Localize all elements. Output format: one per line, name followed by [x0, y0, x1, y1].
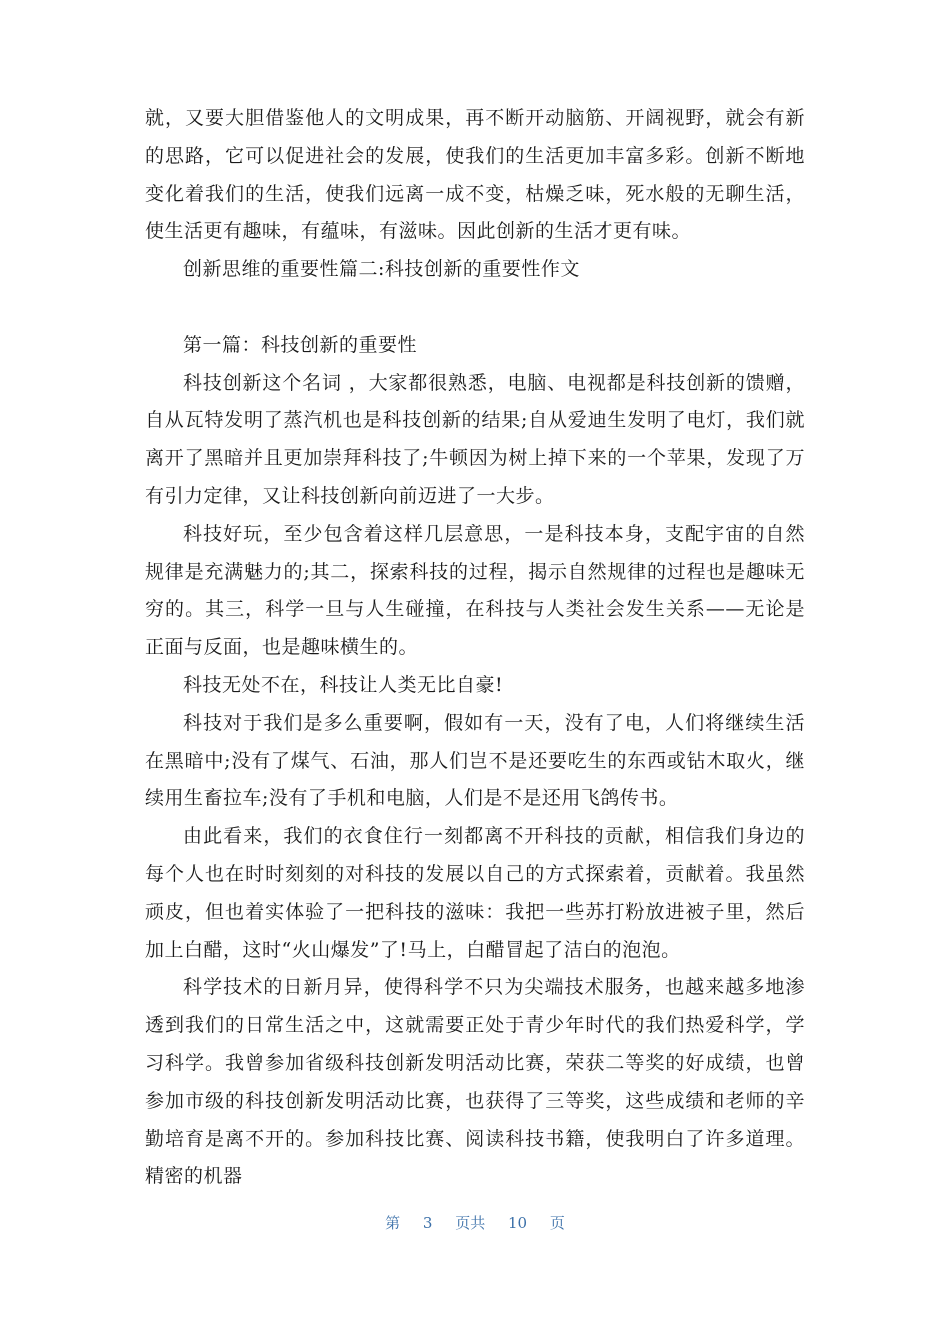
paragraph: 由此看来，我们的衣食住行一刻都离不开科技的贡献，相信我们身边的每个人也在时时刻刻的对科技的发展以自己的方式探索着，贡献着。我虽然顽皮，但也着实体验了一把科技的滋味：我把一些苏打粉放进被子里，然后加上白醋，这时“火山爆发”了!马上，白醋冒起了洁白的泡泡。 [145, 825, 805, 961]
subsection-heading: 第一篇：科技创新的重要性 [183, 333, 418, 356]
footer-total-pages: 10 [508, 1214, 528, 1232]
paragraph-continuation: 就，又要大胆借鉴他人的文明成果，再不断开动脑筋、开阔视野，就会有新的思路，它可以促进社会的发展，使我们的生活更加丰富多彩。创新不断地变化着我们的生活，使我们远离一成不变，枯燥乏味，死水般的无聊生活，使生活更有趣味，有蕴味，有滋味。因此创新的生活才更有味。 [145, 107, 805, 243]
footer-page-number: 3 [422, 1214, 433, 1232]
blank-line [145, 289, 805, 327]
paragraph: 科技无处不在，科技让人类无比自豪! [183, 673, 504, 696]
paragraph: 科技对于我们是多么重要啊，假如有一天，没有了电，人们将继续生活在黑暗中;没有了煤气、石油，那人们岂不是还要吃生的东西或钻木取火，继续用生畜拉车;没有了手机和电脑，人们是不是还用飞鸽传书。 [145, 711, 805, 810]
footer-mid: 页共 [455, 1214, 486, 1232]
section-heading: 创新思维的重要性篇二:科技创新的重要性作文 [183, 258, 580, 281]
document-body [145, 100, 805, 1196]
page-footer [0, 1212, 950, 1233]
paragraph: 科技创新这个名词 ，大家都很熟悉，电脑、电视都是科技创新的馈赠，自从瓦特发明了蒸汽机也是科技创新的结果;自从爱迪生发明了电灯，我们就离开了黑暗并且更加崇拜科技了;牛顿因为树上掉下来的一个苹果，发现了万有引力定律，又让科技创新向前迈进了一大步。 [145, 371, 805, 507]
paragraph: 科技好玩，至少包含着这样几层意思，一是科技本身，支配宇宙的自然规律是充满魅力的;其二，探索科技的过程，揭示自然规律的过程也是趣味无穷的。其三，科学一旦与人生碰撞，在科技与人类社会发生关系——无论是正面与反面，也是趣味横生的。 [145, 522, 805, 659]
paragraph: 科学技术的日新月异，使得科学不只为尖端技术服务，也越来越多地渗透到我们的日常生活之中，这就需要正处于青少年时代的我们热爱科学，学习科学。我曾参加省级科技创新发明活动比赛，荣获二等奖的好成绩，也曾参加市级的科技创新发明活动比赛，也获得了三等奖，这些成绩和老师的辛勤培育是离不开的。参加科技比赛、阅读科技书籍，使我明白了许多道理。精密的机器 [145, 976, 805, 1188]
footer-prefix: 第 [385, 1214, 401, 1232]
footer-suffix: 页 [549, 1214, 565, 1232]
